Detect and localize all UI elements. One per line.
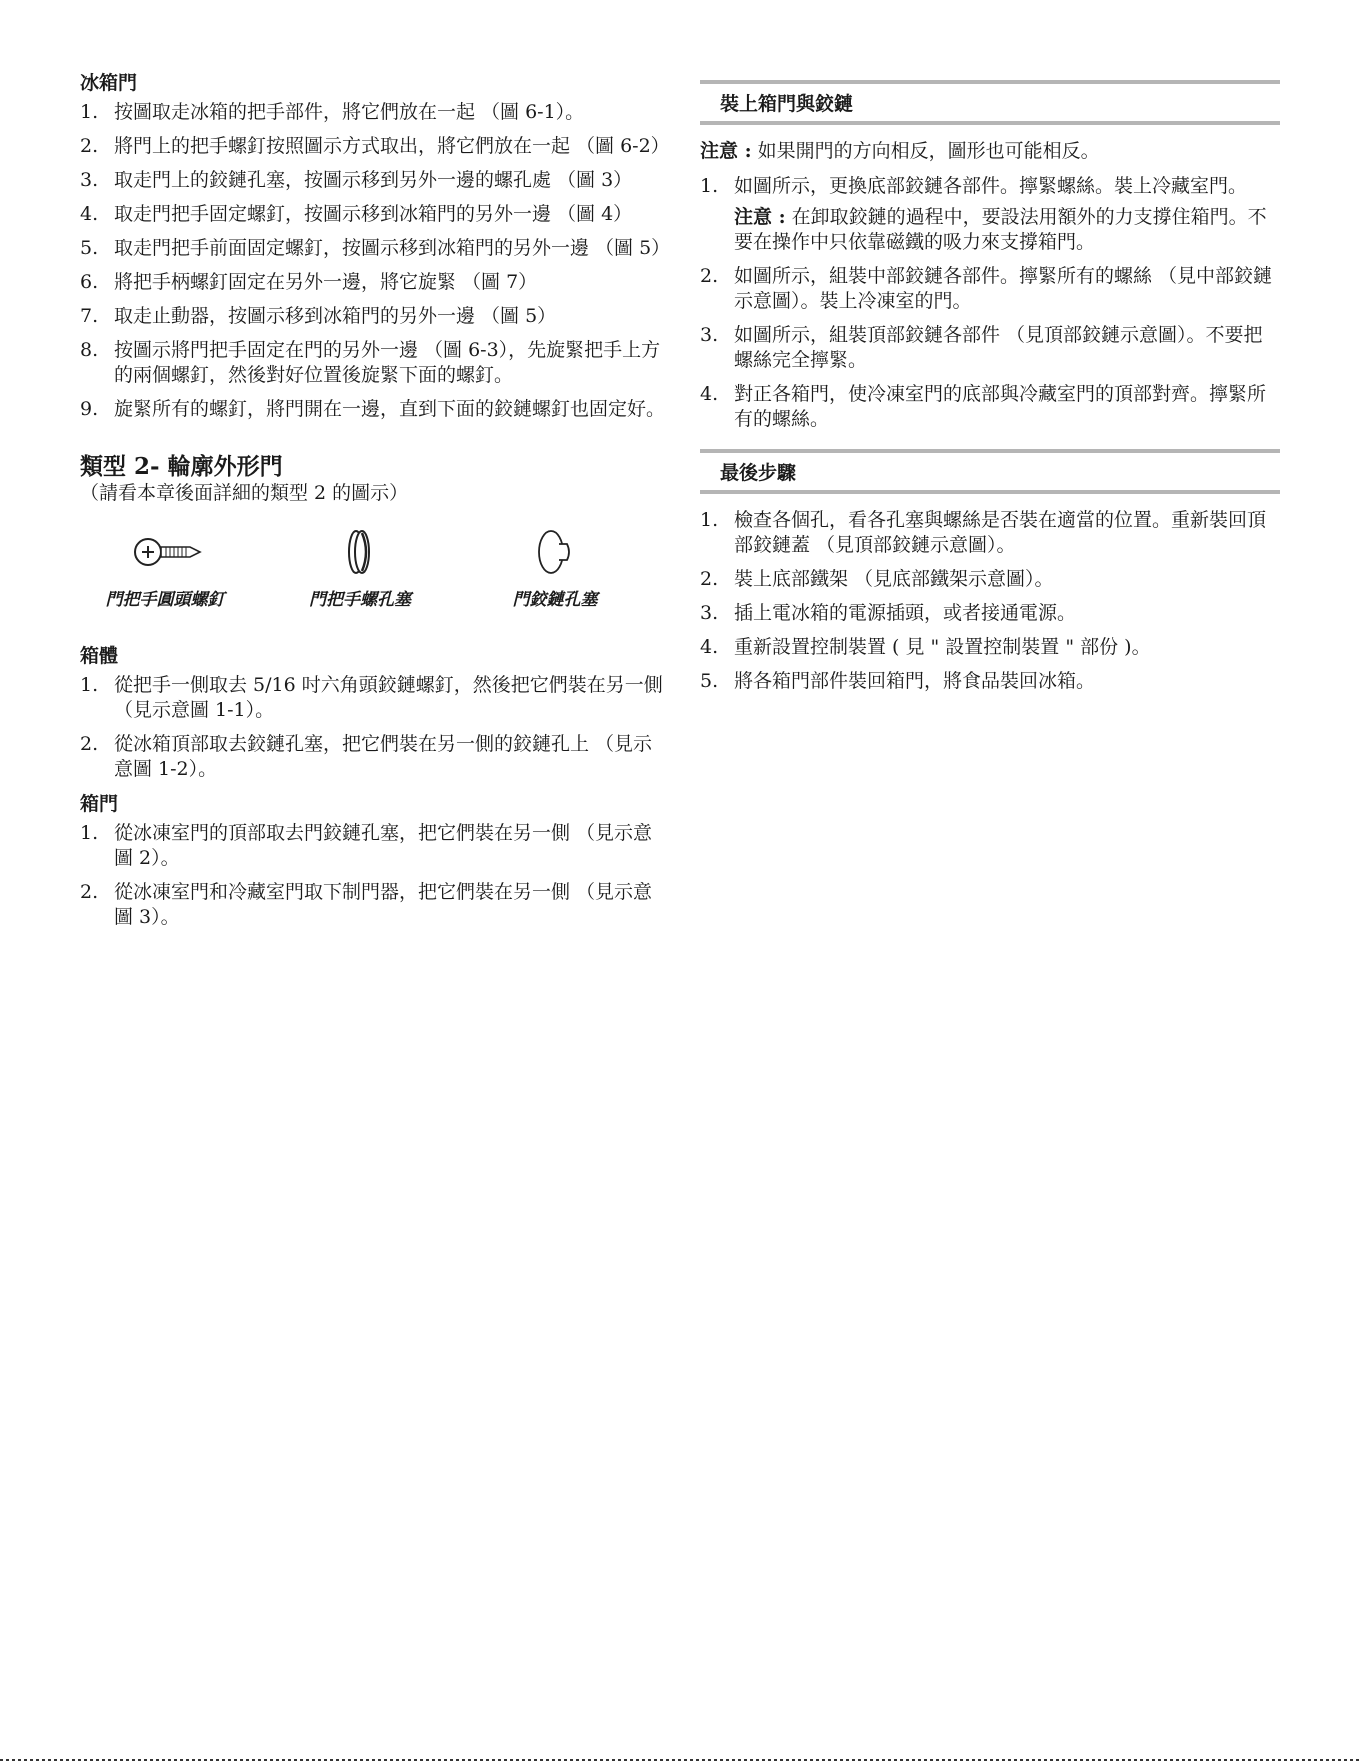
parts-illustration-row <box>80 524 640 613</box>
part-round-head-screw <box>80 524 250 613</box>
install-note <box>700 139 1280 164</box>
list-item: 2. 裝上底部鐵架 （見底部鐵架示意圖）。 <box>700 568 1054 590</box>
install-steps <box>700 174 1280 432</box>
fridge-door-heading: 冰箱門 <box>80 72 138 94</box>
round-head-screw-icon <box>120 524 210 580</box>
list-item: 6. 將把手柄螺釘固定在另外一邊，將它旋緊 （圖 7） <box>80 271 538 293</box>
list-item: 3. 插上電冰箱的電源插頭，或者接通電源。 <box>700 602 1077 624</box>
part-hinge-hole-plug <box>470 524 640 613</box>
list-item: 9. 旋緊所有的螺釘，將門開在一邊，直到下面的鉸鏈螺釘也固定好。 <box>80 398 666 420</box>
type2-heading: 類型 2- 輪廓外形門 <box>80 453 283 480</box>
cabinet-heading: 箱體 <box>80 645 119 667</box>
list-item: 1. 檢查各個孔，看各孔塞與螺絲是否裝在適當的位置。重新裝回頂部鉸鏈蓋 （見頂部鉸鏈示意圖）。 <box>700 509 1267 556</box>
list-item: 1. 從冰凍室門的頂部取去門鉸鏈孔塞，把它們裝在另一側 （見示意圖 2）。 <box>80 822 653 869</box>
note-label: 注意 : <box>700 140 752 162</box>
list-item: 8. 按圖示將門把手固定在門的另外一邊 （圖 6-3），先旋緊把手上方的兩個螺釘，然後對好位置後旋緊下面的螺釘。 <box>80 339 661 386</box>
list-item: 5. 取走門把手前面固定螺釘，按圖示移到冰箱門的另外一邊 （圖 5） <box>80 237 671 259</box>
right-column <box>700 80 1280 703</box>
list-item: 4. 重新設置控制裝置 ( 見 " 設置控制裝置 " 部份 )。 <box>700 636 1151 658</box>
inner-note-label: 注意 : <box>734 206 786 228</box>
list-item: 2. 從冰凍室門和冷藏室門取下制門器，把它們裝在另一側 （見示意圖 3）。 <box>80 881 653 928</box>
inner-note <box>734 205 1280 255</box>
cabinet-steps <box>80 673 670 782</box>
final-steps <box>700 508 1280 694</box>
fridge-door-steps <box>80 100 670 422</box>
list-item: 2. 如圖所示，組裝中部鉸鏈各部件。擰緊所有的螺絲 （見中部鉸鏈示意圖）。裝上冷凍室的門。 <box>700 265 1273 312</box>
part-label: 門把手螺孔塞 <box>309 590 411 610</box>
hinge-hole-plug-icon <box>525 524 585 580</box>
list-item: 2. 從冰箱頂部取去鉸鏈孔塞，把它們裝在另一側的鉸鏈孔上 （見示意圖 1-2）。 <box>80 733 653 780</box>
final-steps-banner: 最後步驟 <box>700 449 1280 494</box>
list-item: 1. 按圖取走冰箱的把手部件，將它們放在一起 （圖 6-1）。 <box>80 101 585 123</box>
list-item: 1. 如圖所示，更換底部鉸鏈各部件。擰緊螺絲。裝上冷藏室門。 注意 : 在卸取鉸鏈的過程中，要設法用額外的力支撐住箱門。不要在操作中只依靠磁鐵的吸力來支撐箱門。 <box>700 174 1280 255</box>
list-item: 3. 取走門上的鉸鏈孔塞，按圖示移到另外一邊的螺孔處 （圖 3） <box>80 169 633 191</box>
list-item: 7. 取走止動器，按圖示移到冰箱門的另外一邊 （圖 5） <box>80 305 557 327</box>
inner-note-text: 在卸取鉸鏈的過程中，要設法用額外的力支撐住箱門。不要在操作中只依靠磁鐵的吸力來支撐箱門。 <box>734 206 1267 253</box>
part-label: 門鉸鏈孔塞 <box>512 590 598 610</box>
list-item: 4. 對正各箱門，使冷凍室門的底部與冷藏室門的頂部對齊。擰緊所有的螺絲。 <box>700 383 1267 430</box>
doors-heading: 箱門 <box>80 793 119 815</box>
list-item: 3. 如圖所示，組裝頂部鉸鏈各部件 （見頂部鉸鏈示意圖）。不要把螺絲完全擰緊。 <box>700 324 1263 371</box>
handle-hole-plug-icon <box>330 524 390 580</box>
list-item: 2. 將門上的把手螺釘按照圖示方式取出，將它們放在一起 （圖 6-2） <box>80 135 670 157</box>
part-handle-hole-plug <box>275 524 445 613</box>
part-label: 門把手圓頭螺釘 <box>105 590 225 610</box>
note-text: 如果開門的方向相反，圖形也可能相反。 <box>751 140 1100 162</box>
left-column <box>80 70 670 939</box>
list-item: 4. 取走門把手固定螺釘，按圖示移到冰箱門的另外一邊 （圖 4） <box>80 203 633 225</box>
doors-steps <box>80 821 670 930</box>
install-doors-banner: 裝上箱門與鉸鏈 <box>700 80 1280 125</box>
list-item: 1. 從把手一側取去 5/16 吋六角頭鉸鏈螺釘，然後把它們裝在另一側 （見示意圖 1-1）。 <box>80 674 663 721</box>
type2-subnote: （請看本章後面詳細的類型 2 的圖示） <box>80 482 409 504</box>
list-item: 5. 將各箱門部件裝回箱門，將食品裝回冰箱。 <box>700 670 1096 692</box>
